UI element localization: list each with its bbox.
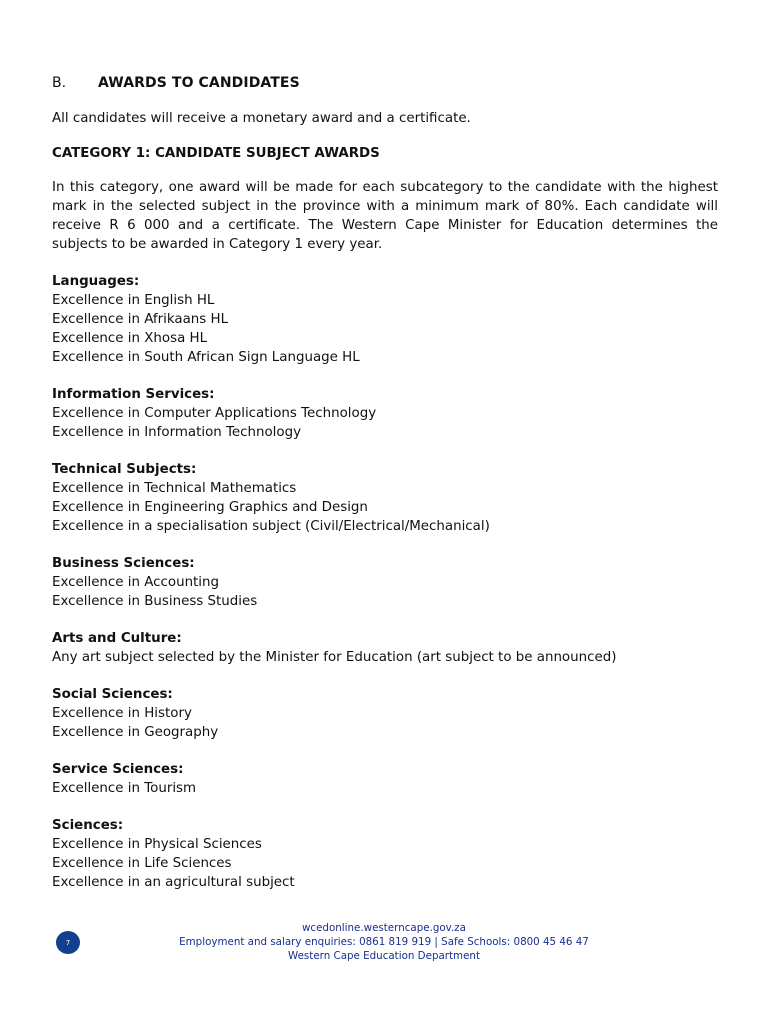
group-title: Sciences: xyxy=(52,818,124,833)
subject-group xyxy=(52,385,718,442)
list-item: Excellence in English HL xyxy=(52,293,215,308)
list-item: Excellence in Information Technology xyxy=(52,425,302,440)
list-item: Excellence in Life Sciences xyxy=(52,856,232,871)
list-item: Excellence in a specialisation subject (Civil/Electrical/Mechanical) xyxy=(52,519,490,534)
list-item: Any art subject selected by the Minister for Education (art subject to be announced) xyxy=(52,650,617,665)
list-item: Excellence in Computer Applications Technology xyxy=(52,406,377,421)
group-title: Social Sciences: xyxy=(52,687,173,702)
list-item: Excellence in Engineering Graphics and Design xyxy=(52,500,368,515)
page-footer xyxy=(0,921,768,963)
subject-group xyxy=(52,554,718,611)
section-title: AWARDS TO CANDIDATES xyxy=(98,75,300,91)
group-title: Information Services: xyxy=(52,387,215,402)
list-item: Excellence in Xhosa HL xyxy=(52,331,208,346)
list-item: Excellence in Accounting xyxy=(52,575,220,590)
subject-group xyxy=(52,629,718,667)
list-item: Excellence in Technical Mathematics xyxy=(52,481,297,496)
list-item: Excellence in Geography xyxy=(52,725,219,740)
subject-group xyxy=(52,272,718,367)
document-page xyxy=(52,74,718,910)
footer-contacts: Employment and salary enquiries: 0861 819 919 | Safe Schools: 0800 45 46 47 xyxy=(179,936,589,948)
category-title: CATEGORY 1: CANDIDATE SUBJECT AWARDS xyxy=(52,146,380,161)
group-title: Arts and Culture: xyxy=(52,631,182,646)
list-item: Excellence in South African Sign Language HL xyxy=(52,350,360,365)
group-title: Service Sciences: xyxy=(52,762,184,777)
subject-group xyxy=(52,760,718,798)
group-title: Technical Subjects: xyxy=(52,462,197,477)
group-title: Languages: xyxy=(52,274,140,289)
subject-group xyxy=(52,460,718,536)
list-item: Excellence in Tourism xyxy=(52,781,197,796)
section-letter: B. xyxy=(52,75,67,91)
list-item: Excellence in History xyxy=(52,706,192,721)
category-description: In this category, one award will be made for each subcategory to the candidate with the highest mark in the selected subject in the province with a minimum mark of 80%. Each candidate will receive R 6 000 and a certificate. The Western Cape Minister for Education determines the subjects to be awarded in Category 1 every year. xyxy=(52,180,718,252)
subject-group xyxy=(52,685,718,742)
list-item: Excellence in Physical Sciences xyxy=(52,837,262,852)
footer-department: Western Cape Education Department xyxy=(288,950,480,962)
footer-website[interactable]: wcedonline.westerncape.gov.za xyxy=(302,922,466,934)
intro-paragraph: All candidates will receive a monetary award and a certificate. xyxy=(52,111,471,126)
list-item: Excellence in an agricultural subject xyxy=(52,875,295,890)
section-heading xyxy=(52,74,718,93)
list-item: Excellence in Business Studies xyxy=(52,594,258,609)
list-item: Excellence in Afrikaans HL xyxy=(52,312,229,327)
subject-group xyxy=(52,816,718,892)
group-title: Business Sciences: xyxy=(52,556,195,571)
page-number-badge: 7 xyxy=(56,931,80,954)
